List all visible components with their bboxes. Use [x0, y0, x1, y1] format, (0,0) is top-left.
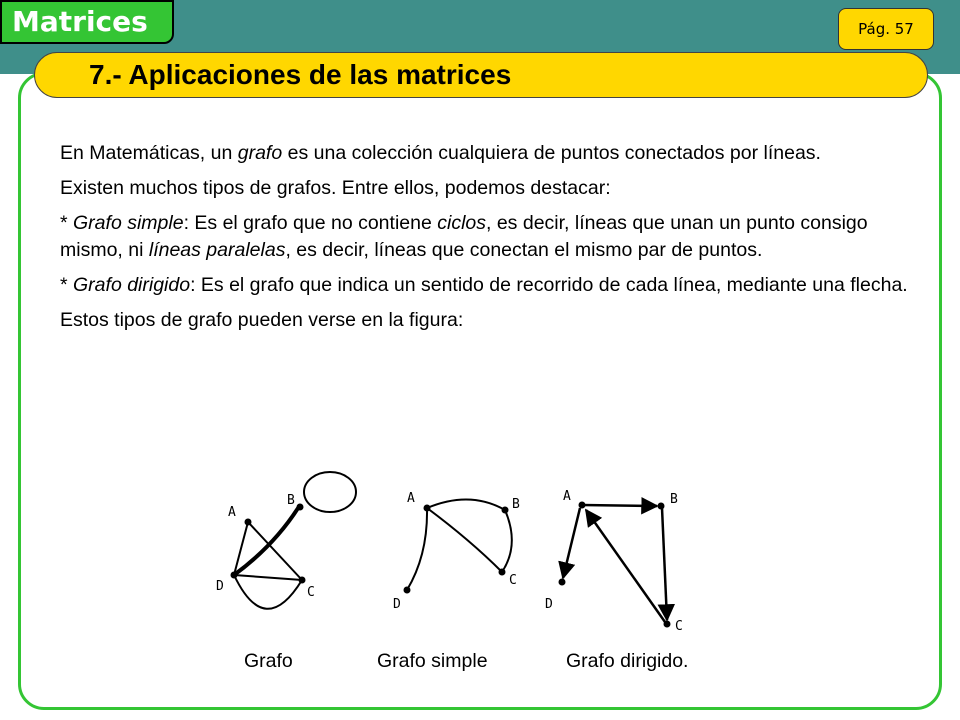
node-label-a: A — [563, 489, 571, 504]
paragraph-grafo-simple — [60, 210, 910, 264]
node-label-b: B — [670, 492, 678, 507]
node — [245, 519, 252, 526]
text-run: En Matemáticas, un — [60, 142, 238, 164]
node — [658, 503, 665, 510]
graph-directed-nodes — [559, 502, 671, 628]
text-run: , es decir, líneas que unan un punto consigo mismo, ni — [60, 212, 868, 261]
edge — [234, 575, 302, 580]
term-ciclos: ciclos — [437, 212, 486, 234]
node-label-c: C — [307, 585, 315, 600]
graph-directed — [563, 505, 667, 622]
node-label-a: A — [228, 505, 236, 520]
node-label-c: C — [509, 573, 517, 588]
term-lineas-paralelas: líneas paralelas — [148, 239, 286, 261]
paragraph-types: Existen muchos tipos de grafos. Entre ellos, podemos destacar: — [60, 177, 611, 199]
node — [559, 579, 566, 586]
caption-grafo-simple: Grafo simple — [377, 650, 488, 672]
section-title: 7.- Aplicaciones de las matrices — [34, 52, 928, 98]
arrow-edge — [662, 508, 667, 620]
node — [664, 621, 671, 628]
app-title: Matrices — [0, 0, 174, 44]
edge — [248, 522, 302, 580]
node-label-c: C — [675, 619, 683, 634]
graph-simple-nodes — [404, 505, 509, 594]
graph-figure — [200, 470, 760, 640]
body-text — [60, 140, 910, 342]
text-run: es una colección cualquiera de puntos conectados por líneas. — [282, 142, 821, 164]
graph-general — [234, 472, 356, 609]
term-grafo-dirigido: Grafo dirigido — [73, 274, 191, 296]
loop-edge — [304, 472, 356, 512]
term-grafo: grafo — [237, 142, 283, 164]
arrow-edge — [586, 510, 665, 622]
text-run: : Es el grafo que no contiene — [183, 212, 438, 234]
node-label-a: A — [407, 491, 415, 506]
node-label-d: D — [216, 579, 224, 594]
paragraph-figure-intro: Estos tipos de grafo pueden verse en la figura: — [60, 309, 464, 331]
node — [299, 577, 306, 584]
node — [297, 504, 304, 511]
text-run: * — [60, 274, 74, 296]
node — [499, 569, 506, 576]
arrow-edge — [563, 508, 580, 578]
caption-grafo: Grafo — [244, 650, 293, 672]
node-label-b: B — [512, 497, 520, 512]
page-number-badge: Pág. 57 — [838, 8, 934, 50]
text-run: * — [60, 212, 74, 234]
text-run: : Es el grafo que indica un sentido de recorrido de cada línea, mediante una flecha. — [190, 274, 908, 296]
paragraph-definition — [60, 140, 910, 167]
node — [231, 572, 238, 579]
node — [404, 587, 411, 594]
paragraph-grafo-dirigido — [60, 272, 910, 299]
node — [579, 502, 586, 509]
arrow-edge — [582, 505, 657, 506]
node — [502, 507, 509, 514]
edge — [502, 510, 512, 572]
node — [424, 505, 431, 512]
edge — [427, 508, 502, 572]
text-run: , es decir, líneas que conectan el mismo par de puntos. — [285, 239, 763, 261]
term-grafo-simple: Grafo simple — [73, 212, 184, 234]
node-label-d: D — [545, 597, 553, 612]
graph-simple — [407, 499, 512, 590]
node-label-b: B — [287, 493, 295, 508]
edge — [427, 499, 505, 510]
edge — [407, 508, 427, 590]
caption-grafo-dirigido: Grafo dirigido. — [566, 650, 689, 672]
node-label-d: D — [393, 597, 401, 612]
